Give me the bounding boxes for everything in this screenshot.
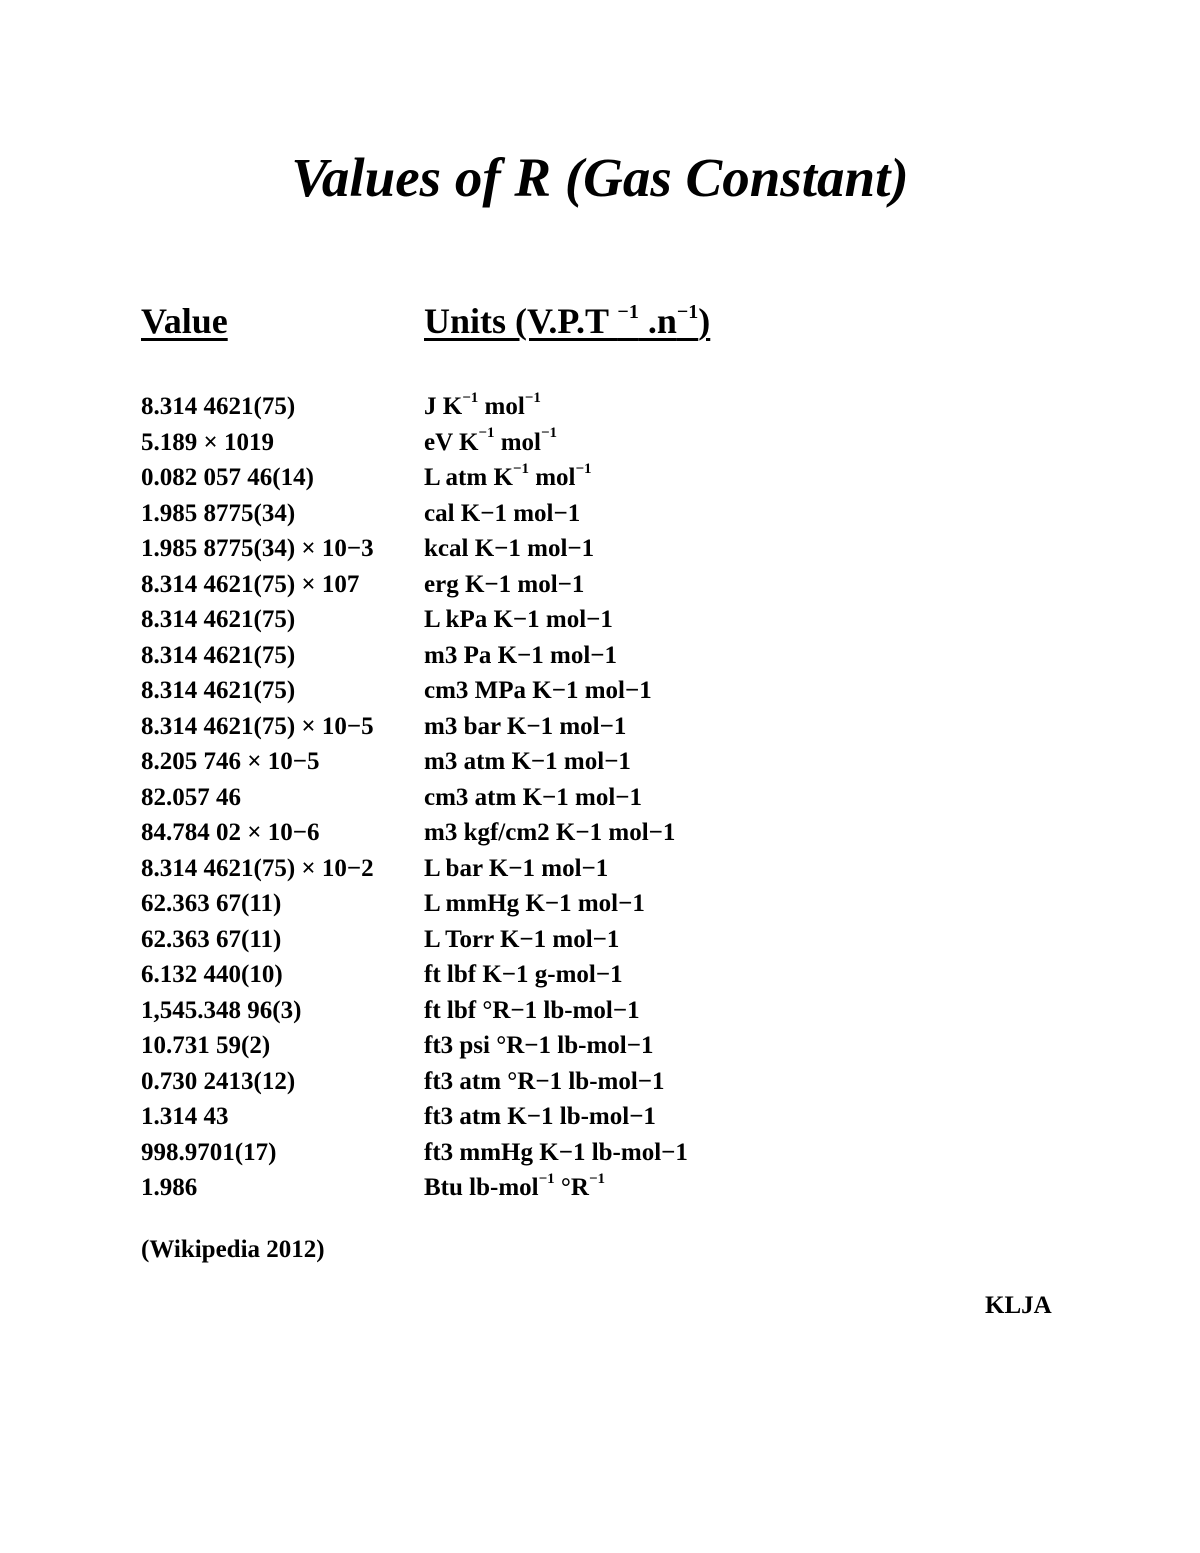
cell-value: 62.363 67(11) (141, 890, 282, 917)
cell-value: 1.985 8775(34) × 10−3 (141, 535, 374, 562)
cell-units (424, 496, 580, 532)
table-row (141, 1028, 941, 1064)
table-row (141, 957, 941, 993)
cell-units (424, 851, 608, 887)
unit-text: ft lbf °R−1 lb-mol−1 (424, 996, 640, 1024)
cell-units (424, 567, 584, 603)
unit-text: Btu lb-mol (424, 1174, 539, 1201)
unit-text: m3 atm K−1 mol−1 (424, 748, 631, 775)
units-header-exponent-2: −1 (676, 301, 699, 323)
unit-text: ft lbf K−1 g-mol−1 (424, 961, 623, 988)
table-row (141, 851, 941, 887)
cell-value: 62.363 67(11) (141, 925, 282, 953)
cell-units (424, 709, 626, 745)
unit-text: m3 Pa K−1 mol−1 (424, 641, 618, 669)
cell-value: 1,545.348 96(3) (141, 996, 302, 1024)
cell-units (424, 602, 613, 638)
cell-value: 8.314 4621(75) × 10−2 (141, 854, 374, 882)
unit-text: cm3 MPa K−1 mol−1 (424, 677, 652, 704)
unit-exponent: −1 (575, 460, 592, 477)
cell-units (424, 815, 675, 851)
unit-text: °R (554, 1174, 589, 1201)
author-initials: KLJA (985, 1292, 1052, 1319)
unit-text: mol (494, 428, 541, 456)
unit-text: ft3 mmHg K−1 lb-mol−1 (424, 1138, 688, 1166)
cell-units (424, 673, 652, 709)
cell-value: 8.314 4621(75) × 10−5 (141, 712, 374, 740)
unit-text: eV K (424, 428, 479, 456)
cell-value: 998.9701(17) (141, 1138, 277, 1166)
table-row (141, 744, 941, 780)
table-row (141, 425, 941, 461)
cell-value: 6.132 440(10) (141, 961, 283, 988)
unit-text: ft3 atm °R−1 lb-mol−1 (424, 1067, 665, 1095)
table-row (141, 1135, 941, 1171)
cell-value: 8.314 4621(75) × 107 (141, 570, 360, 598)
units-header-prefix: Units (V.P.T (424, 301, 618, 341)
table-row (141, 922, 941, 958)
unit-exponent: −1 (478, 425, 495, 442)
table-header (141, 296, 941, 346)
cell-units (424, 1028, 653, 1064)
page-title: Values of R (Gas Constant) (291, 147, 909, 208)
units-header-mid: .n (638, 301, 677, 341)
cell-units (424, 922, 619, 958)
cell-value: 8.314 4621(75) (141, 606, 296, 633)
unit-text: ft3 atm K−1 lb-mol−1 (424, 1103, 656, 1130)
gas-constant-table (141, 389, 941, 1206)
cell-units (424, 744, 631, 780)
unit-text: L Torr K−1 mol−1 (424, 925, 620, 953)
cell-units (424, 780, 642, 816)
column-header-units (424, 296, 710, 346)
cell-units (424, 460, 592, 496)
cell-value: 8.205 746 × 10−5 (141, 748, 320, 775)
cell-value: 84.784 02 × 10−6 (141, 819, 320, 846)
unit-exponent: −1 (541, 425, 558, 442)
unit-text: L mmHg K−1 mol−1 (424, 890, 645, 917)
cell-units (424, 425, 557, 461)
unit-text: mol (528, 464, 576, 491)
units-header-suffix: ) (698, 301, 711, 341)
table-row (141, 815, 941, 851)
cell-value: 8.314 4621(75) (141, 641, 296, 669)
table-row (141, 709, 941, 745)
table-row (141, 531, 941, 567)
unit-exponent: −1 (538, 1170, 555, 1187)
source-note: (Wikipedia 2012) (141, 1236, 325, 1263)
units-header-exponent-1: −1 (617, 301, 639, 323)
cell-value: 0.082 057 46(14) (141, 464, 314, 491)
table-row (141, 1170, 941, 1206)
table-row (141, 673, 941, 709)
table-row (141, 602, 941, 638)
cell-value: 1.986 (141, 1174, 198, 1201)
unit-text: m3 kgf/cm2 K−1 mol−1 (424, 819, 676, 846)
unit-text: cm3 atm K−1 mol−1 (424, 783, 643, 811)
cell-units (424, 993, 640, 1029)
table-row (141, 460, 941, 496)
cell-value: 1.314 43 (141, 1103, 229, 1130)
table-row (141, 993, 941, 1029)
cell-units (424, 1099, 656, 1135)
table-row (141, 886, 941, 922)
table-row (141, 567, 941, 603)
cell-units (424, 1170, 605, 1206)
cell-value: 5.189 × 1019 (141, 428, 274, 456)
cell-value: 1.985 8775(34) (141, 499, 296, 527)
cell-value: 0.730 2413(12) (141, 1067, 296, 1095)
cell-units (424, 389, 541, 425)
cell-units (424, 886, 645, 922)
cell-units (424, 957, 623, 993)
unit-text: m3 bar K−1 mol−1 (424, 712, 627, 740)
cell-value: 82.057 46 (141, 783, 241, 811)
cell-units (424, 1135, 688, 1171)
cell-value: 8.314 4621(75) (141, 677, 296, 704)
unit-text: cal K−1 mol−1 (424, 499, 581, 527)
table-row (141, 1064, 941, 1100)
unit-text: kcal K−1 mol−1 (424, 535, 595, 562)
table-row (141, 780, 941, 816)
cell-units (424, 1064, 665, 1100)
unit-text: L kPa K−1 mol−1 (424, 606, 613, 633)
unit-exponent: −1 (588, 1170, 606, 1187)
unit-exponent: −1 (524, 389, 541, 406)
cell-units (424, 531, 594, 567)
unit-text: ft3 psi °R−1 lb-mol−1 (424, 1032, 654, 1059)
table-row (141, 389, 941, 425)
unit-text: mol (478, 393, 525, 420)
unit-exponent: −1 (512, 460, 529, 477)
table-row (141, 638, 941, 674)
cell-value: 10.731 59(2) (141, 1032, 271, 1059)
unit-exponent: −1 (462, 389, 479, 406)
unit-text: erg K−1 mol−1 (424, 570, 585, 598)
table-row (141, 496, 941, 532)
unit-text: J K (424, 393, 463, 420)
unit-text: L atm K (424, 464, 513, 491)
cell-value: 8.314 4621(75) (141, 393, 296, 420)
table-row (141, 1099, 941, 1135)
unit-text: L bar K−1 mol−1 (424, 854, 609, 882)
column-header-value: Value (141, 301, 228, 341)
cell-units (424, 638, 617, 674)
